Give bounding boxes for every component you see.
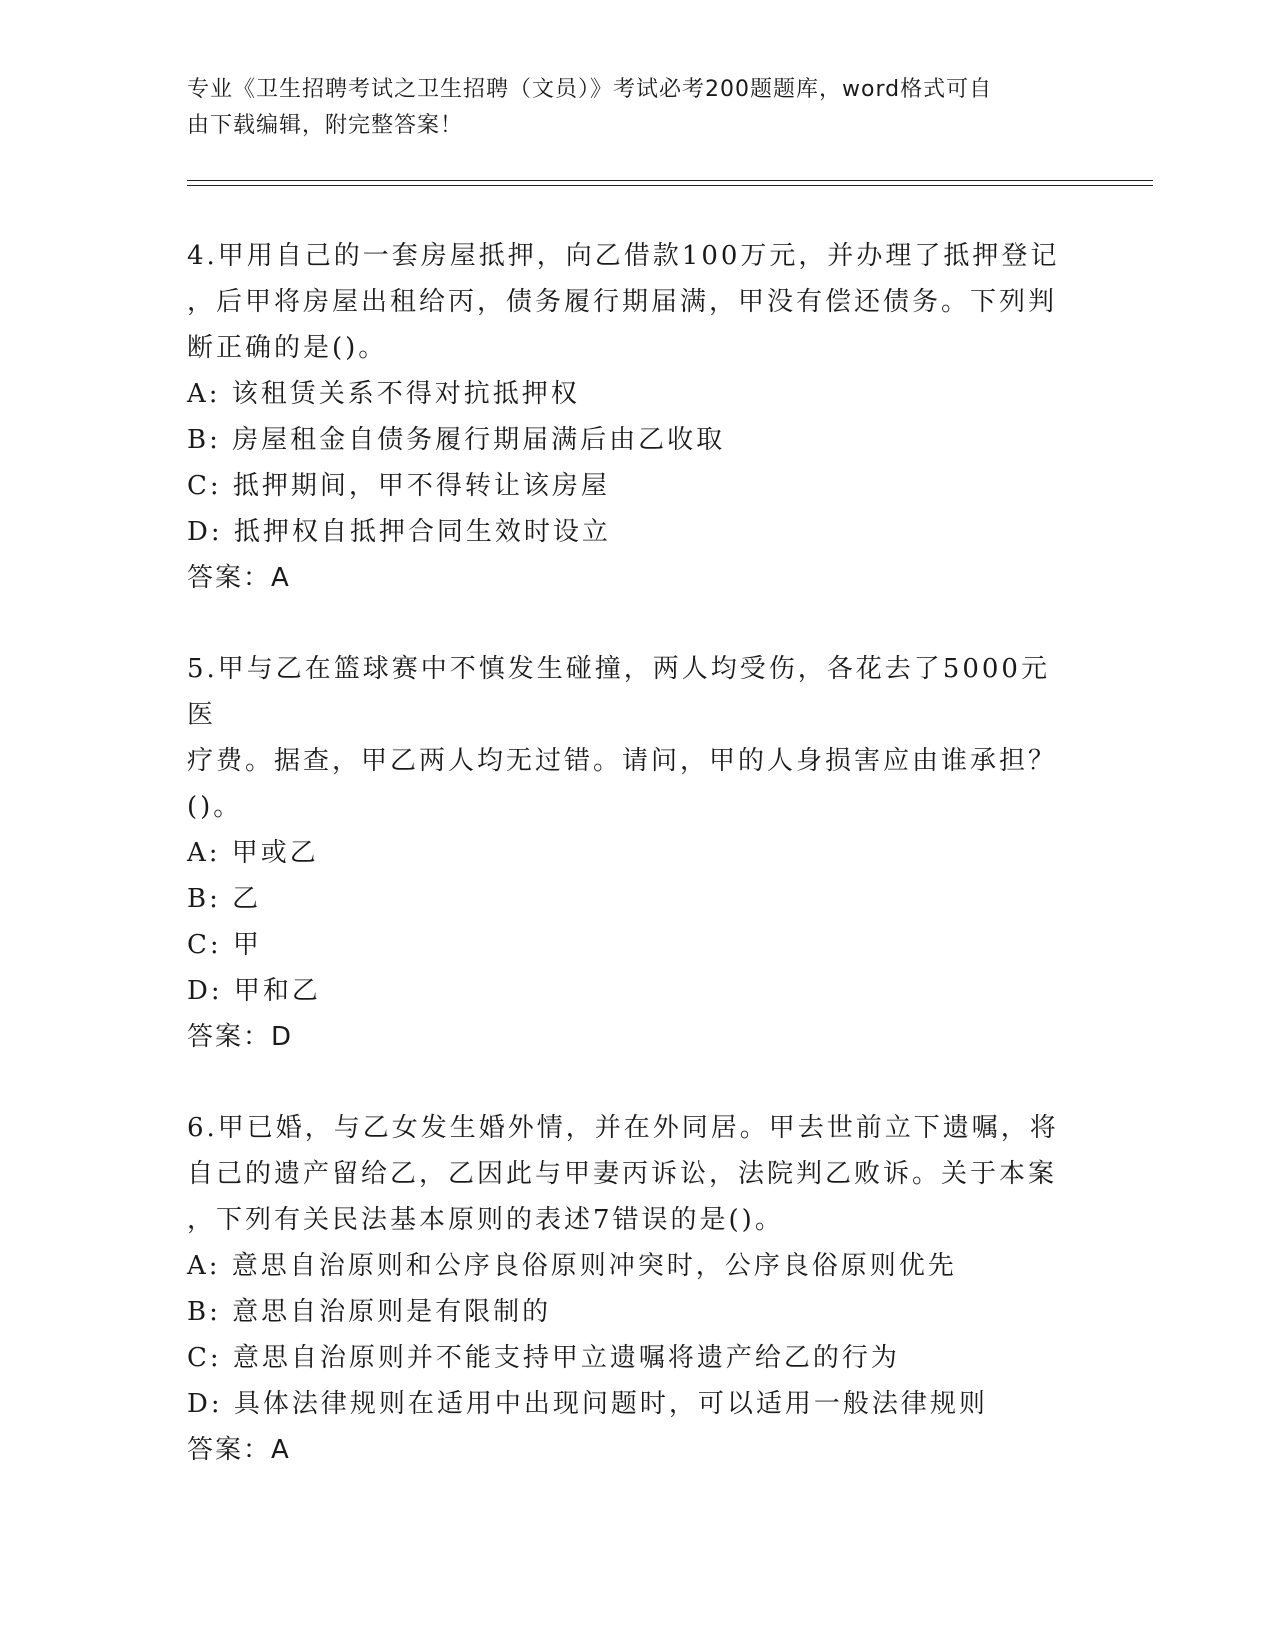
question-line: 5.甲与乙在篮球赛中不慎发生碰撞，两人均受伤，各花去了5000元医 (187, 654, 1050, 730)
option-c: C: 抵押期间，甲不得转让该房屋 (187, 471, 610, 501)
header-line-1: 专业《卫生招聘考试之卫生招聘（文员）》考试必考200题题库，word格式可自 (187, 77, 993, 102)
answer-label: 答案：D (187, 1022, 294, 1052)
option-b: B: 乙 (187, 884, 262, 914)
question-line: 断正确的是()。 (187, 333, 388, 363)
question-4 (187, 233, 1087, 601)
question-6 (187, 1105, 1087, 1473)
header-line-2: 由下载编辑，附完整答案！ (187, 113, 464, 138)
option-c: C: 意思自治原则并不能支持甲立遗嘱将遗产给乙的行为 (187, 1343, 900, 1373)
question-line: 自己的遗产留给乙，乙因此与甲妻丙诉讼，法院判乙败诉。关于本案 (187, 1159, 1058, 1189)
header-divider-top (187, 180, 1153, 181)
option-a: A: 甲或乙 (187, 838, 319, 868)
option-d: D: 具体法律规则在适用中出现问题时，可以适用一般法律规则 (187, 1389, 988, 1419)
question-line: ，后甲将房屋出租给丙，债务履行期届满，甲没有偿还债务。下列判 (187, 287, 1058, 317)
option-a: A: 该租赁关系不得对抗抵押权 (187, 379, 580, 409)
question-line: ()。 (187, 792, 243, 822)
header-divider-bottom (187, 185, 1153, 186)
option-a: A: 意思自治原则和公序良俗原则冲突时，公序良俗原则优先 (187, 1251, 957, 1281)
question-list (187, 233, 1087, 1518)
question-line: 4.甲用自己的一套房屋抵押，向乙借款100万元，并办理了抵押登记 (187, 241, 1060, 271)
question-text (187, 233, 1072, 371)
option-d: D: 抵押权自抵押合同生效时设立 (187, 517, 611, 547)
question-text (187, 1105, 1072, 1243)
question-line: ，下列有关民法基本原则的表述7错误的是()。 (187, 1205, 784, 1235)
question-5 (187, 646, 1087, 1060)
answer-label: 答案：A (187, 1435, 291, 1465)
option-d: D: 甲和乙 (187, 976, 321, 1006)
document-header (187, 72, 1067, 144)
question-line: 疗费。据查，甲乙两人均无过错。请问，甲的人身损害应由谁承担？ (187, 746, 1058, 776)
option-b: B: 意思自治原则是有限制的 (187, 1297, 552, 1327)
option-b: B: 房屋租金自债务履行期届满后由乙收取 (187, 425, 726, 455)
question-text (187, 646, 1072, 830)
question-line: 6.甲已婚，与乙女发生婚外情，并在外同居。甲去世前立下遗嘱，将 (187, 1113, 1059, 1143)
option-c: C: 甲 (187, 930, 262, 960)
answer-label: 答案：A (187, 563, 291, 593)
